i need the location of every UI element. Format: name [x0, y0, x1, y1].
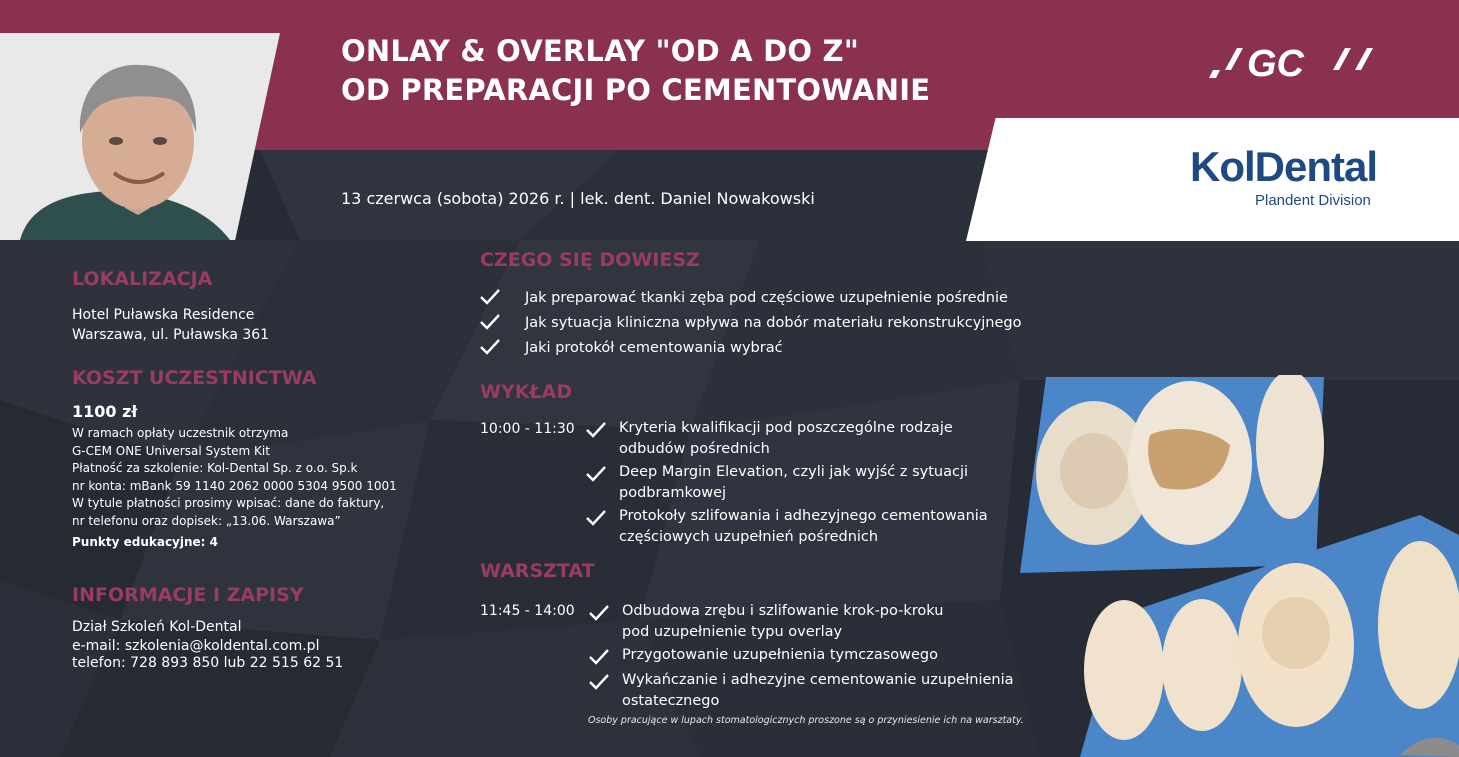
title-line-1: ONLAY & OVERLAY "OD A DO Z" — [341, 34, 860, 68]
course-title — [341, 32, 1161, 110]
check-icon — [479, 338, 501, 356]
workshop-item-line: Odbudowa zrębu i szlifowanie krok-po-kroku — [622, 603, 944, 619]
check-icon — [585, 421, 607, 439]
teeth-photo — [1020, 375, 1459, 757]
workshop-time: 11:45 - 14:00 — [480, 603, 575, 619]
check-icon — [588, 604, 610, 622]
check-icon — [588, 673, 610, 691]
workshop-item — [588, 670, 1014, 712]
learn-item — [479, 313, 1022, 334]
learn-item-text: Jak preparować tkanki zęba pod częściowe uzupełnienie pośrednie — [525, 290, 1008, 306]
cost-line: nr konta: mBank 59 1140 2062 0000 5304 9500 1001 — [72, 478, 397, 493]
lecture-item — [585, 462, 968, 504]
location-line-2: Warszawa, ul. Puławska 361 — [72, 327, 270, 343]
gc-logo — [1205, 42, 1385, 82]
cost-line: G-CEM ONE Universal System Kit — [72, 443, 270, 458]
workshop-item-line: Przygotowanie uzupełnienia tymczasowego — [622, 647, 938, 663]
speaker-photo — [0, 33, 280, 240]
lecture-item-line: Kryteria kwalifikacji pod poszczególne rodzaje — [619, 420, 953, 436]
lecture-item-line: odbudów pośrednich — [619, 441, 770, 457]
date-speaker-line: 13 czerwca (sobota) 2026 r. | lek. dent. Daniel Nowakowski — [341, 189, 815, 208]
koldental-subtitle: Plandent Division — [1255, 192, 1371, 209]
workshop-item — [588, 601, 943, 643]
workshop-item-line: pod uzupełnienie typu overlay — [622, 624, 843, 640]
learn-heading: CZEGO SIĘ DOWIESZ — [480, 249, 700, 271]
price: 1100 zł — [72, 402, 138, 421]
edu-points: Punkty edukacyjne: 4 — [72, 535, 219, 549]
lecture-heading: WYKŁAD — [480, 381, 573, 403]
info-email: e-mail: szkolenia@koldental.com.pl — [72, 638, 320, 654]
lecture-item-line: częściowych uzupełnień pośrednich — [619, 529, 879, 545]
lecture-item-line: Protokoły szlifowania i adhezyjnego cementowania — [619, 508, 988, 524]
lecture-item — [585, 418, 953, 460]
cost-line: nr telefonu oraz dopisek: „13.06. Warszawa” — [72, 513, 341, 528]
info-phone: telefon: 728 893 850 lub 22 515 62 51 — [72, 655, 344, 671]
gc-logo-text: GC — [1247, 43, 1304, 82]
info-heading: INFORMACJE I ZAPISY — [72, 584, 304, 606]
location-line-1: Hotel Puławska Residence — [72, 307, 255, 323]
cost-line: W tytule płatności prosimy wpisać: dane do faktury, — [72, 496, 385, 510]
cost-line: Płatność za szkolenie: Kol-Dental Sp. z o.o. Sp.k — [72, 461, 358, 475]
check-icon — [585, 465, 607, 483]
learn-item — [479, 338, 783, 359]
loupes-note: Osoby pracujące w lupach stomatologicznych proszone są o przyniesienie ich na warsztaty. — [588, 715, 1024, 726]
workshop-heading: WARSZTAT — [480, 560, 595, 582]
title-line-2: OD PREPARACJI PO CEMENTOWANIE — [341, 73, 931, 107]
learn-item-text: Jak sytuacja kliniczna wpływa na dobór materiału rekonstrukcyjnego — [525, 315, 1022, 331]
workshop-item-line: Wykańczanie i adhezyjne cementowanie uzupełnienia — [622, 672, 1014, 688]
lecture-item-line: podbramkowej — [619, 485, 727, 501]
workshop-item — [588, 645, 938, 666]
info-line-1: Dział Szkoleń Kol-Dental — [72, 619, 242, 635]
lecture-item-line: Deep Margin Elevation, czyli jak wyjść z sytuacji — [619, 464, 969, 480]
check-icon — [479, 313, 501, 331]
koldental-logo: KolDental — [1190, 143, 1378, 190]
workshop-item-line: ostatecznego — [622, 693, 720, 709]
location-heading: LOKALIZACJA — [72, 268, 213, 290]
check-icon — [585, 509, 607, 527]
cost-heading: KOSZT UCZESTNICTWA — [72, 367, 317, 389]
learn-item — [479, 288, 1008, 309]
lecture-item — [585, 506, 988, 548]
lecture-time: 10:00 - 11:30 — [480, 421, 575, 437]
check-icon — [588, 648, 610, 666]
learn-item-text: Jaki protokół cementowania wybrać — [525, 340, 783, 356]
check-icon — [479, 288, 501, 306]
cost-line: W ramach opłaty uczestnik otrzyma — [72, 426, 289, 440]
